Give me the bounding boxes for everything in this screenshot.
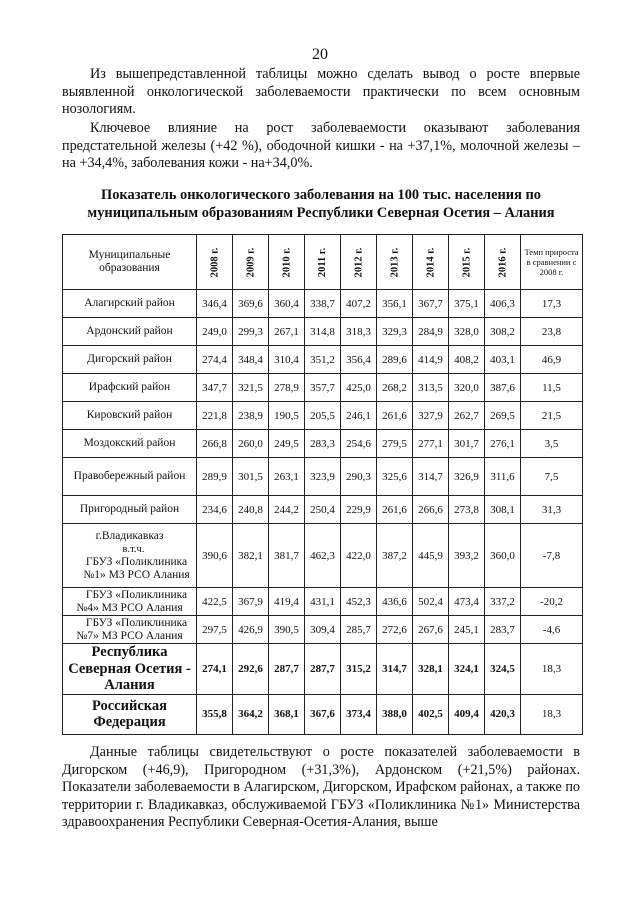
row-name: [63, 496, 197, 524]
row-value: 287,7: [269, 644, 305, 695]
row-growth-rate: 31,3: [521, 496, 583, 524]
row-value: 273,8: [449, 496, 485, 524]
row-value: 327,9: [413, 402, 449, 430]
row-name-text: г.Владикавказ: [95, 529, 164, 542]
row-value: 277,1: [413, 430, 449, 458]
row-value: 387,2: [377, 524, 413, 588]
row-value: 262,7: [449, 402, 485, 430]
row-value: 221,8: [197, 402, 233, 430]
row-value: 314,7: [377, 644, 413, 695]
row-value: 414,9: [413, 346, 449, 374]
row-value: 347,7: [197, 374, 233, 402]
table-row: [63, 430, 583, 458]
row-value: 357,7: [305, 374, 341, 402]
row-growth-rate: 11,5: [521, 374, 583, 402]
row-value: 283,7: [485, 616, 521, 644]
row-value: 408,2: [449, 346, 485, 374]
row-growth-rate: 23,8: [521, 318, 583, 346]
row-value: 325,6: [377, 458, 413, 496]
row-name-sub: в.т.ч.: [122, 543, 145, 555]
row-value: 308,1: [485, 496, 521, 524]
table-row: [63, 318, 583, 346]
table-row: [63, 694, 583, 734]
header-year: 2015 г.: [449, 235, 485, 290]
row-value: 425,0: [341, 374, 377, 402]
row-value: 301,5: [233, 458, 269, 496]
incidence-table: [62, 234, 583, 735]
table-row: [63, 496, 583, 524]
row-value: 263,1: [269, 458, 305, 496]
row-value: 249,5: [269, 430, 305, 458]
row-value: 250,4: [305, 496, 341, 524]
row-value: 360,0: [485, 524, 521, 588]
row-value: 326,9: [449, 458, 485, 496]
row-value: 190,5: [269, 402, 305, 430]
row-name: [63, 346, 197, 374]
header-year: 2008 г.: [197, 235, 233, 290]
row-value: 266,8: [197, 430, 233, 458]
row-growth-rate: 17,3: [521, 290, 583, 318]
row-value: 402,5: [413, 694, 449, 734]
row-value: 289,9: [197, 458, 233, 496]
row-value: 272,6: [377, 616, 413, 644]
row-value: 229,9: [341, 496, 377, 524]
row-value: 276,1: [485, 430, 521, 458]
row-value: 406,3: [485, 290, 521, 318]
table-row: [63, 402, 583, 430]
row-value: 205,5: [305, 402, 341, 430]
row-value: 267,6: [413, 616, 449, 644]
table-title: [62, 187, 580, 222]
row-value: 285,7: [341, 616, 377, 644]
row-value: 260,0: [233, 430, 269, 458]
row-value: 315,2: [341, 644, 377, 695]
row-value: 267,1: [269, 318, 305, 346]
row-value: 278,9: [269, 374, 305, 402]
row-value: 348,4: [233, 346, 269, 374]
row-value: 249,0: [197, 318, 233, 346]
intro-paragraph-2: Ключевое влияние на рост заболеваемости оказывают заболевания предстательной железы (+42 %), ободочной кишки - на +37,1%, молочной железы – на +34,4%, заболевания кожи - на+34,0%.: [62, 120, 580, 172]
row-value: 403,1: [485, 346, 521, 374]
row-value: 266,6: [413, 496, 449, 524]
row-name: [63, 616, 197, 644]
row-value: 381,7: [269, 524, 305, 588]
row-name: [63, 588, 197, 616]
row-value: 313,5: [413, 374, 449, 402]
row-value: 356,4: [341, 346, 377, 374]
row-growth-rate: 21,5: [521, 402, 583, 430]
row-value: 245,1: [449, 616, 485, 644]
row-name-text: ГБУЗ «Поликлиника №4» МЗ РСО Алания: [76, 588, 188, 614]
row-value: 328,0: [449, 318, 485, 346]
row-name-text: Российская Федерация: [92, 697, 167, 730]
header-year: 2014 г.: [413, 235, 449, 290]
table-title-line-1: Показатель онкологического заболевания на 100 тыс. населения по: [101, 187, 541, 203]
row-value: 324,1: [449, 644, 485, 695]
row-name: [63, 458, 197, 496]
row-value: 290,3: [341, 458, 377, 496]
row-value: 355,8: [197, 694, 233, 734]
row-value: 419,4: [269, 588, 305, 616]
row-name-text: Моздокский район: [83, 437, 176, 449]
table-header-row: [63, 235, 583, 290]
row-value: 390,6: [197, 524, 233, 588]
row-value: 431,1: [305, 588, 341, 616]
row-value: 360,4: [269, 290, 305, 318]
row-value: 301,7: [449, 430, 485, 458]
table-row: [63, 346, 583, 374]
page-number: 20: [312, 46, 328, 63]
row-clinic: ГБУЗ «Поликлиника №1» МЗ РСО Алания: [83, 555, 190, 581]
row-value: 314,7: [413, 458, 449, 496]
row-name-text: Ардонский район: [86, 325, 173, 337]
row-value: 390,5: [269, 616, 305, 644]
intro-paragraph-1: Из вышепредставленной таблицы можно сделать вывод о росте впервые выявленной онкологической заболеваемости практически по всем основным нозологиям.: [62, 66, 580, 118]
row-value: 261,6: [377, 402, 413, 430]
row-value: 244,2: [269, 496, 305, 524]
row-value: 409,4: [449, 694, 485, 734]
header-year: 2013 г.: [377, 235, 413, 290]
row-value: 393,2: [449, 524, 485, 588]
row-name: [63, 290, 197, 318]
row-value: 346,4: [197, 290, 233, 318]
row-value: 436,6: [377, 588, 413, 616]
row-value: 369,6: [233, 290, 269, 318]
row-value: 279,5: [377, 430, 413, 458]
row-value: 422,0: [341, 524, 377, 588]
row-value: 473,4: [449, 588, 485, 616]
row-value: 445,9: [413, 524, 449, 588]
row-growth-rate: -20,2: [521, 588, 583, 616]
row-value: 368,1: [269, 694, 305, 734]
row-value: 329,3: [377, 318, 413, 346]
header-year: 2012 г.: [341, 235, 377, 290]
header-year: 2009 г.: [233, 235, 269, 290]
row-value: 274,4: [197, 346, 233, 374]
row-name: [63, 402, 197, 430]
header-year: 2010 г.: [269, 235, 305, 290]
row-value: 324,5: [485, 644, 521, 695]
row-value: 420,3: [485, 694, 521, 734]
row-name: [63, 524, 197, 588]
row-value: 356,1: [377, 290, 413, 318]
row-value: 321,5: [233, 374, 269, 402]
row-value: 289,6: [377, 346, 413, 374]
row-value: 426,9: [233, 616, 269, 644]
row-name: [63, 318, 197, 346]
row-value: 314,8: [305, 318, 341, 346]
row-value: 320,0: [449, 374, 485, 402]
row-value: 268,2: [377, 374, 413, 402]
row-value: 287,7: [305, 644, 341, 695]
row-name-text: Ирафский район: [88, 381, 171, 393]
table-title-line-2: муниципальным образованиям Республики Северная Осетия – Алания: [87, 204, 555, 221]
conclusion-paragraph: Данные таблицы свидетельствуют о росте показателей заболеваемости в Дигорском (+46,9), Пригородном (+31,3%), Ардонском (+21,5%) районах. Показатели заболеваемости в Алагирском, Дигорском, Ирафском районах, а также по территории г. Владикавказ, обслуживаемой ГБУЗ «Поликлиника №1» Министерства здравоохранения Республики Северная-Осетия-Алания, выше: [62, 744, 580, 831]
row-growth-rate: 7,5: [521, 458, 583, 496]
row-value: 462,3: [305, 524, 341, 588]
row-value: 240,8: [233, 496, 269, 524]
row-value: 284,9: [413, 318, 449, 346]
row-growth-rate: 46,9: [521, 346, 583, 374]
row-name: [63, 374, 197, 402]
row-value: 318,3: [341, 318, 377, 346]
row-value: 292,6: [233, 644, 269, 695]
row-value: 308,2: [485, 318, 521, 346]
row-growth-rate: -4,6: [521, 616, 583, 644]
row-value: 269,5: [485, 402, 521, 430]
row-name-text: Дигорский район: [87, 353, 172, 365]
row-value: 373,4: [341, 694, 377, 734]
row-name-text: Алагирский район: [84, 297, 175, 309]
row-value: 367,9: [233, 588, 269, 616]
row-value: 311,6: [485, 458, 521, 496]
table-row: [63, 588, 583, 616]
row-value: 274,1: [197, 644, 233, 695]
row-value: 452,3: [341, 588, 377, 616]
row-value: 407,2: [341, 290, 377, 318]
row-name-text: Правобережный район: [73, 470, 186, 482]
row-value: 328,1: [413, 644, 449, 695]
row-name-text: ГБУЗ «Поликлиника №7» МЗ РСО Алания: [76, 616, 188, 642]
table-row: [63, 458, 583, 496]
row-value: 310,4: [269, 346, 305, 374]
row-value: 234,6: [197, 496, 233, 524]
row-value: 238,9: [233, 402, 269, 430]
row-value: 364,2: [233, 694, 269, 734]
table-row: [63, 644, 583, 695]
row-name: [63, 644, 197, 695]
row-name: [63, 430, 197, 458]
row-value: 297,5: [197, 616, 233, 644]
row-name: [63, 694, 197, 734]
table-row: [63, 524, 583, 588]
row-growth-rate: 18,3: [521, 644, 583, 695]
row-value: 299,3: [233, 318, 269, 346]
header-growth-rate: Темп прироста в сравнении с 2008 г.: [521, 235, 583, 290]
row-value: 261,6: [377, 496, 413, 524]
header-year: 2016 г.: [485, 235, 521, 290]
row-value: 367,7: [413, 290, 449, 318]
row-value: 387,6: [485, 374, 521, 402]
row-value: 309,4: [305, 616, 341, 644]
row-growth-rate: 18,3: [521, 694, 583, 734]
header-year: 2011 г.: [305, 235, 341, 290]
row-value: 323,9: [305, 458, 341, 496]
row-growth-rate: -7,8: [521, 524, 583, 588]
row-value: 337,2: [485, 588, 521, 616]
header-municipalities: Муниципальные образования: [63, 235, 197, 290]
table-row: [63, 374, 583, 402]
row-value: 283,3: [305, 430, 341, 458]
row-value: 254,6: [341, 430, 377, 458]
row-value: 246,1: [341, 402, 377, 430]
table-row: [63, 290, 583, 318]
row-value: 382,1: [233, 524, 269, 588]
row-name-text: Пригородный район: [79, 503, 180, 515]
row-value: 502,4: [413, 588, 449, 616]
row-value: 367,6: [305, 694, 341, 734]
row-value: 375,1: [449, 290, 485, 318]
row-value: 422,5: [197, 588, 233, 616]
row-name-text: Кировский район: [86, 409, 173, 421]
row-value: 351,2: [305, 346, 341, 374]
table-row: [63, 616, 583, 644]
row-growth-rate: 3,5: [521, 430, 583, 458]
row-name-text: Республика Северная Осетия - Алания: [68, 644, 191, 693]
row-value: 388,0: [377, 694, 413, 734]
row-value: 338,7: [305, 290, 341, 318]
